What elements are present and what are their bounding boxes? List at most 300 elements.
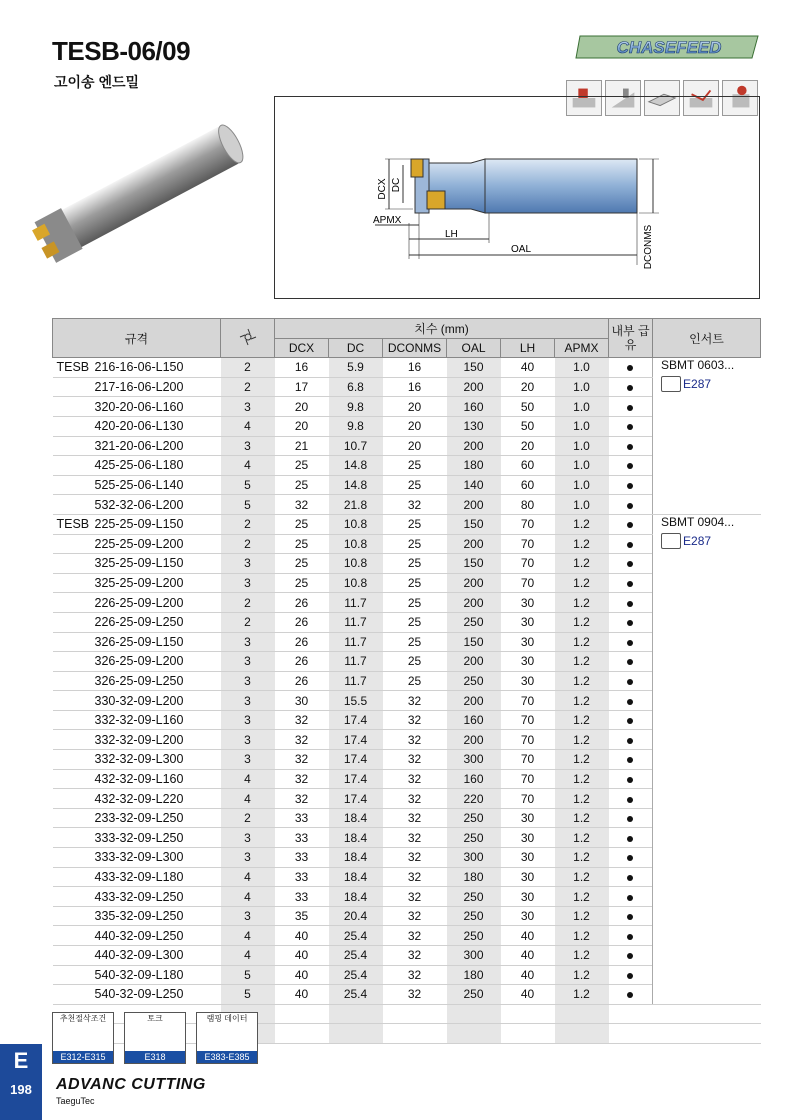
coolant-cell [609, 906, 653, 926]
value-cell: 40 [501, 358, 555, 378]
value-cell: 17.4 [329, 750, 383, 770]
value-cell: 5 [221, 965, 275, 985]
value-cell: 30 [501, 612, 555, 632]
cutting-conditions-ref[interactable] [52, 1012, 114, 1064]
value-cell: 30 [275, 691, 329, 711]
coolant-dot-icon [627, 953, 633, 959]
value-cell: 25 [275, 456, 329, 476]
value-cell: 1.2 [555, 573, 609, 593]
magnifier-icon [661, 376, 681, 392]
value-cell: 16 [383, 358, 447, 378]
value-cell: 32 [383, 828, 447, 848]
value-cell: 70 [501, 514, 555, 534]
value-cell: 30 [501, 828, 555, 848]
value-cell: 1.2 [555, 906, 609, 926]
value-cell: 250 [447, 887, 501, 907]
value-cell: 32 [383, 965, 447, 985]
value-cell: 40 [275, 985, 329, 1005]
value-cell: 70 [501, 730, 555, 750]
value-cell: 20 [383, 436, 447, 456]
value-cell: 60 [501, 475, 555, 495]
value-cell: 10.8 [329, 514, 383, 534]
value-cell: 20 [501, 377, 555, 397]
grade-code: 420-20-06-L130 [94, 419, 184, 434]
coolant-dot-icon [627, 601, 633, 607]
value-cell: 30 [501, 808, 555, 828]
grade-code: 540-32-09-L180 [94, 967, 184, 982]
value-cell: 9.8 [329, 397, 383, 417]
value-cell: 1.2 [555, 789, 609, 809]
grade-code: 326-25-09-L150 [94, 634, 184, 649]
grade-code: 226-25-09-L200 [94, 595, 184, 610]
value-cell: 180 [447, 867, 501, 887]
grade-cell [53, 573, 221, 593]
value-cell: 3 [221, 750, 275, 770]
grade-cell [53, 828, 221, 848]
value-cell: 1.2 [555, 946, 609, 966]
coolant-cell [609, 671, 653, 691]
grade-cell [53, 710, 221, 730]
value-cell: 50 [501, 416, 555, 436]
reference-icons [52, 1012, 258, 1064]
value-cell: 20 [501, 436, 555, 456]
grade-code: 432-32-09-L160 [94, 771, 184, 786]
empty-cell [653, 1024, 761, 1044]
value-cell: 220 [447, 789, 501, 809]
grade-cell [53, 769, 221, 789]
grade-code: 432-32-09-L220 [94, 791, 184, 806]
value-cell: 20 [383, 397, 447, 417]
value-cell: 130 [447, 416, 501, 436]
value-cell: 14.8 [329, 456, 383, 476]
grade-cell [53, 416, 221, 436]
grade-cell [53, 946, 221, 966]
grade-cell [53, 985, 221, 1005]
coolant-cell [609, 593, 653, 613]
value-cell: 16 [275, 358, 329, 378]
empty-cell [501, 1024, 555, 1044]
grade-code: 225-25-09-L150 [94, 517, 184, 532]
value-cell: 1.2 [555, 887, 609, 907]
value-cell: 1.0 [555, 397, 609, 417]
empty-cell [501, 1004, 555, 1024]
grade-cell [53, 808, 221, 828]
grade-cell [53, 632, 221, 652]
grade-cell [53, 750, 221, 770]
header-dconms: DCONMS [383, 338, 447, 358]
brand-name: ADVANC CUTTING [56, 1076, 206, 1093]
grade-code: 225-25-09-L200 [94, 536, 184, 551]
grade-cell [53, 593, 221, 613]
value-cell: 25.4 [329, 946, 383, 966]
value-cell: 1.2 [555, 691, 609, 711]
value-cell: 40 [275, 946, 329, 966]
grade-code: 433-32-09-L250 [94, 889, 184, 904]
value-cell: 20 [383, 416, 447, 436]
grade-cell [53, 906, 221, 926]
value-cell: 1.2 [555, 652, 609, 672]
coolant-dot-icon [627, 424, 633, 430]
coolant-dot-icon [627, 718, 633, 724]
value-cell: 10.8 [329, 534, 383, 554]
value-cell: 1.0 [555, 436, 609, 456]
value-cell: 150 [447, 632, 501, 652]
grade-code: 425-25-06-L180 [94, 458, 184, 473]
dconms-label: DCONMS [643, 224, 654, 270]
value-cell: 1.2 [555, 926, 609, 946]
header-lh: LH [501, 338, 555, 358]
value-cell: 9.8 [329, 416, 383, 436]
value-cell: 60 [501, 456, 555, 476]
value-cell: 200 [447, 573, 501, 593]
value-cell: 40 [501, 965, 555, 985]
value-cell: 70 [501, 534, 555, 554]
value-cell: 50 [501, 397, 555, 417]
value-cell: 25 [275, 534, 329, 554]
page-title: TESB-06/09 [52, 36, 191, 66]
value-cell: 80 [501, 495, 555, 515]
value-cell: 70 [501, 750, 555, 770]
grade-code: 226-25-09-L250 [94, 615, 184, 630]
empty-cell [447, 1004, 501, 1024]
grade-code: 330-32-09-L200 [94, 693, 184, 708]
coolant-cell [609, 475, 653, 495]
value-cell: 5 [221, 495, 275, 515]
value-cell: 200 [447, 691, 501, 711]
grade-code: 440-32-09-L300 [94, 948, 184, 963]
flutes-icon [221, 319, 275, 358]
value-cell: 4 [221, 926, 275, 946]
value-cell: 3 [221, 848, 275, 868]
value-cell: 32 [383, 926, 447, 946]
value-cell: 2 [221, 377, 275, 397]
coolant-dot-icon [627, 757, 633, 763]
section-letter: E [13, 1048, 29, 1073]
value-cell: 4 [221, 789, 275, 809]
value-cell: 4 [221, 867, 275, 887]
value-cell: 11.7 [329, 632, 383, 652]
value-cell: 32 [383, 769, 447, 789]
coolant-cell [609, 730, 653, 750]
value-cell: 40 [501, 926, 555, 946]
insert-cell[interactable] [653, 514, 761, 1004]
value-cell: 2 [221, 358, 275, 378]
dc-label: DC [391, 177, 402, 193]
oal-label: OAL [511, 244, 532, 255]
coolant-dot-icon [627, 992, 633, 998]
value-cell: 10.7 [329, 436, 383, 456]
coolant-dot-icon [627, 444, 633, 450]
value-cell: 300 [447, 946, 501, 966]
value-cell: 32 [383, 867, 447, 887]
coolant-dot-icon [627, 895, 633, 901]
coolant-dot-icon [627, 973, 633, 979]
insert-cell[interactable] [653, 358, 761, 515]
empty-cell [275, 1004, 329, 1024]
value-cell: 70 [501, 554, 555, 574]
grade-code: 332-32-09-L300 [94, 752, 184, 767]
value-cell: 10.8 [329, 573, 383, 593]
value-cell: 5 [221, 985, 275, 1005]
coolant-dot-icon [627, 503, 633, 509]
value-cell: 1.2 [555, 730, 609, 750]
value-cell: 250 [447, 906, 501, 926]
value-cell: 40 [501, 985, 555, 1005]
grade-prefix: TESB [56, 517, 90, 532]
value-cell: 25 [383, 671, 447, 691]
coolant-cell [609, 808, 653, 828]
value-cell: 32 [275, 750, 329, 770]
grade-code: 233-32-09-L250 [94, 811, 184, 826]
coolant-cell [609, 397, 653, 417]
value-cell: 1.2 [555, 593, 609, 613]
empty-cell [383, 1024, 447, 1044]
value-cell: 30 [501, 887, 555, 907]
coolant-dot-icon [627, 816, 633, 822]
value-cell: 20 [275, 397, 329, 417]
dimension-diagram [274, 96, 760, 299]
coolant-cell [609, 828, 653, 848]
value-cell: 32 [275, 789, 329, 809]
coolant-cell [609, 965, 653, 985]
grade-code: 216-16-06-L150 [94, 360, 184, 375]
value-cell: 26 [275, 671, 329, 691]
value-cell: 32 [383, 750, 447, 770]
insert-ref[interactable] [661, 376, 761, 392]
empty-cell [555, 1024, 609, 1044]
grade-code: 332-32-09-L200 [94, 732, 184, 747]
ref-title: 램핑 데이터 [206, 1014, 248, 1023]
coolant-dot-icon [627, 934, 633, 940]
value-cell: 25 [383, 593, 447, 613]
grade-code: 325-25-09-L150 [94, 556, 184, 571]
value-cell: 32 [383, 691, 447, 711]
value-cell: 140 [447, 475, 501, 495]
ref-title: 추천절삭조건 [59, 1014, 107, 1023]
grade-code: 440-32-09-L250 [94, 928, 184, 943]
value-cell: 3 [221, 652, 275, 672]
value-cell: 25 [275, 554, 329, 574]
coolant-cell [609, 573, 653, 593]
grade-prefix: TESB [56, 360, 90, 375]
value-cell: 3 [221, 632, 275, 652]
coolant-cell [609, 789, 653, 809]
grade-cell [53, 495, 221, 515]
value-cell: 3 [221, 691, 275, 711]
value-cell: 32 [383, 495, 447, 515]
empty-cell [275, 1024, 329, 1044]
value-cell: 160 [447, 769, 501, 789]
value-cell: 1.2 [555, 554, 609, 574]
coolant-cell [609, 554, 653, 574]
value-cell: 30 [501, 867, 555, 887]
coolant-dot-icon [627, 875, 633, 881]
grade-code: 540-32-09-L250 [94, 987, 184, 1002]
ref-page: E318 [125, 1051, 185, 1063]
value-cell: 250 [447, 828, 501, 848]
value-cell: 1.0 [555, 416, 609, 436]
value-cell: 250 [447, 926, 501, 946]
value-cell: 26 [275, 612, 329, 632]
grade-cell [53, 554, 221, 574]
value-cell: 15.5 [329, 691, 383, 711]
value-cell: 26 [275, 652, 329, 672]
magnifier-icon [661, 533, 681, 549]
value-cell: 4 [221, 946, 275, 966]
grade-cell [53, 514, 221, 534]
grade-code: 333-32-09-L250 [94, 830, 184, 845]
torque-ref[interactable] [124, 1012, 186, 1064]
value-cell: 3 [221, 671, 275, 691]
value-cell: 32 [383, 906, 447, 926]
value-cell: 14.8 [329, 475, 383, 495]
value-cell: 150 [447, 554, 501, 574]
value-cell: 1.2 [555, 965, 609, 985]
value-cell: 10.8 [329, 554, 383, 574]
value-cell: 150 [447, 514, 501, 534]
value-cell: 30 [501, 906, 555, 926]
header-coolant: 내부 급유 [609, 319, 653, 358]
coolant-cell [609, 691, 653, 711]
value-cell: 3 [221, 397, 275, 417]
empty-cell [447, 1024, 501, 1044]
value-cell: 25 [383, 652, 447, 672]
value-cell: 21 [275, 436, 329, 456]
value-cell: 4 [221, 416, 275, 436]
value-cell: 4 [221, 887, 275, 907]
value-cell: 33 [275, 867, 329, 887]
grade-cell [53, 730, 221, 750]
value-cell: 150 [447, 358, 501, 378]
insert-ref[interactable] [661, 533, 761, 549]
value-cell: 1.2 [555, 867, 609, 887]
svg-text:CHASEFEED: CHASEFEED [616, 38, 722, 57]
grade-code: 326-25-09-L200 [94, 654, 184, 669]
value-cell: 250 [447, 808, 501, 828]
ref-page: E287 [683, 377, 712, 392]
value-cell: 200 [447, 593, 501, 613]
chasefeed-logo [574, 32, 764, 62]
table-row [53, 514, 761, 534]
value-cell: 32 [383, 848, 447, 868]
apmx-label: APMX [373, 215, 402, 226]
coolant-dot-icon [627, 542, 633, 548]
value-cell: 32 [383, 710, 447, 730]
value-cell: 200 [447, 534, 501, 554]
page-number: 198 [10, 1082, 32, 1097]
value-cell: 250 [447, 671, 501, 691]
value-cell: 70 [501, 691, 555, 711]
coolant-cell [609, 710, 653, 730]
coolant-dot-icon [627, 483, 633, 489]
value-cell: 3 [221, 436, 275, 456]
value-cell: 32 [275, 769, 329, 789]
brand-sub: TaeguTec [56, 1096, 95, 1106]
value-cell: 3 [221, 573, 275, 593]
grade-cell [53, 887, 221, 907]
value-cell: 1.2 [555, 985, 609, 1005]
value-cell: 35 [275, 906, 329, 926]
value-cell: 70 [501, 789, 555, 809]
value-cell: 18.4 [329, 887, 383, 907]
coolant-cell [609, 456, 653, 476]
value-cell: 11.7 [329, 612, 383, 632]
coolant-cell [609, 358, 653, 378]
value-cell: 250 [447, 612, 501, 632]
coolant-cell [609, 632, 653, 652]
header-insert: 인서트 [653, 319, 761, 358]
value-cell: 1.0 [555, 358, 609, 378]
spec-table-body [53, 358, 761, 1044]
coolant-dot-icon [627, 777, 633, 783]
value-cell: 3 [221, 710, 275, 730]
value-cell: 5 [221, 475, 275, 495]
value-cell: 2 [221, 514, 275, 534]
value-cell: 40 [501, 946, 555, 966]
value-cell: 1.2 [555, 534, 609, 554]
value-cell: 1.2 [555, 750, 609, 770]
value-cell: 250 [447, 985, 501, 1005]
value-cell: 5.9 [329, 358, 383, 378]
value-cell: 1.2 [555, 632, 609, 652]
ramping-data-ref[interactable] [196, 1012, 258, 1064]
empty-cell [653, 1004, 761, 1024]
coolant-dot-icon [627, 463, 633, 469]
value-cell: 2 [221, 593, 275, 613]
value-cell: 30 [501, 848, 555, 868]
coolant-dot-icon [627, 581, 633, 587]
grade-cell [53, 926, 221, 946]
value-cell: 1.2 [555, 808, 609, 828]
coolant-dot-icon [627, 797, 633, 803]
value-cell: 20.4 [329, 906, 383, 926]
value-cell: 32 [383, 730, 447, 750]
value-cell: 25 [275, 475, 329, 495]
grade-cell [53, 358, 221, 378]
value-cell: 2 [221, 612, 275, 632]
grade-cell [53, 965, 221, 985]
value-cell: 17.4 [329, 789, 383, 809]
empty-cell [555, 1004, 609, 1024]
value-cell: 200 [447, 436, 501, 456]
grade-cell [53, 456, 221, 476]
value-cell: 180 [447, 456, 501, 476]
coolant-dot-icon [627, 914, 633, 920]
coolant-dot-icon [627, 385, 633, 391]
coolant-cell [609, 946, 653, 966]
value-cell: 25 [383, 632, 447, 652]
value-cell: 17.4 [329, 769, 383, 789]
spec-table [52, 318, 761, 1044]
value-cell: 25 [383, 554, 447, 574]
value-cell: 11.7 [329, 671, 383, 691]
value-cell: 32 [275, 495, 329, 515]
coolant-dot-icon [627, 640, 633, 646]
coolant-dot-icon [627, 659, 633, 665]
value-cell: 25 [275, 514, 329, 534]
value-cell: 2 [221, 808, 275, 828]
coolant-dot-icon [627, 855, 633, 861]
coolant-dot-icon [627, 561, 633, 567]
value-cell: 25 [383, 456, 447, 476]
value-cell: 26 [275, 593, 329, 613]
coolant-cell [609, 416, 653, 436]
coolant-dot-icon [627, 679, 633, 685]
value-cell: 70 [501, 573, 555, 593]
grade-cell [53, 436, 221, 456]
value-cell: 32 [383, 887, 447, 907]
value-cell: 300 [447, 750, 501, 770]
